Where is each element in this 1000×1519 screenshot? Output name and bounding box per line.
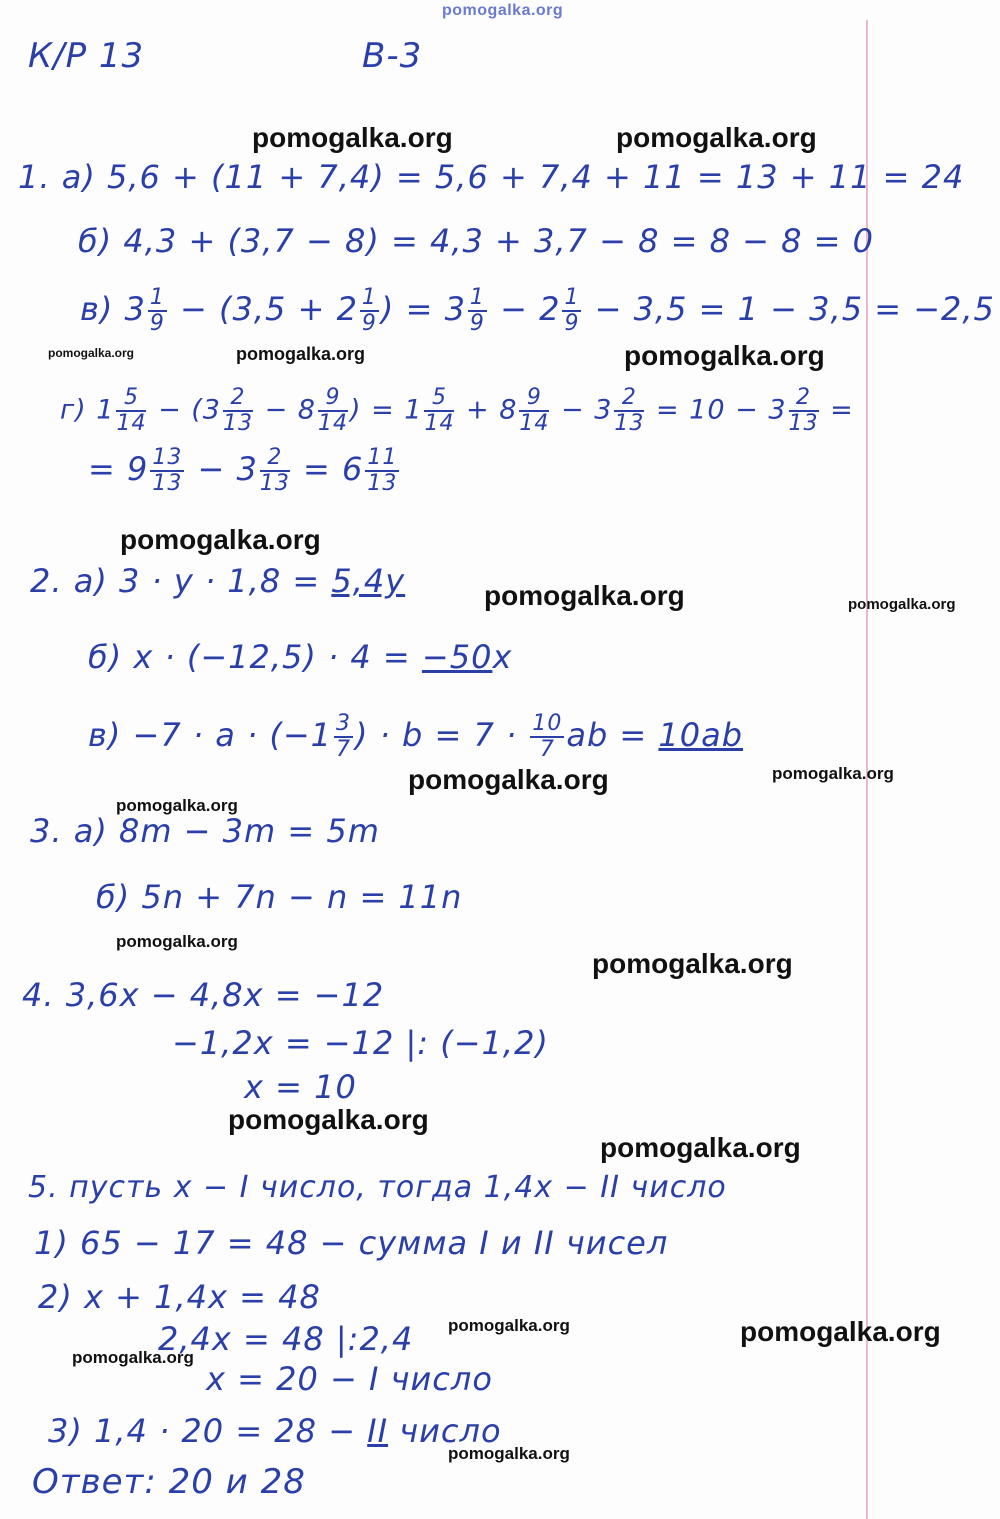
watermark: pomogalka.org: [252, 122, 453, 153]
denominator: 7: [539, 737, 555, 762]
numerator: 3: [335, 711, 351, 736]
denominator: 13: [614, 411, 645, 436]
denominator: 13: [788, 411, 819, 436]
answer: 5,4y: [331, 562, 406, 600]
task1-v: [80, 286, 995, 336]
text: ab =: [566, 716, 659, 754]
watermark: pomogalka.org: [448, 1444, 570, 1463]
numerator: 10: [532, 711, 563, 736]
numerator: 13: [152, 445, 183, 470]
fraction: [223, 386, 253, 436]
denominator: 14: [519, 411, 550, 436]
fraction: [614, 386, 644, 436]
numerator: 1: [469, 285, 485, 310]
watermark: pomogalka.org: [484, 580, 685, 611]
task2-b: [88, 638, 512, 676]
watermark: pomogalka.org: [740, 1316, 941, 1347]
watermark: pomogalka.org: [624, 340, 825, 371]
watermark: pomogalka.org: [616, 122, 817, 153]
denominator: 9: [469, 311, 485, 336]
denominator: 13: [259, 471, 290, 496]
text: ) = 1: [349, 394, 423, 426]
fraction: [318, 386, 348, 436]
task5-line3: 2) x + 1,4x = 48: [38, 1278, 321, 1316]
watermark: pomogalka.org: [592, 948, 793, 979]
answer: −50: [421, 638, 493, 676]
task4-line3: x = 10: [244, 1068, 357, 1106]
numerator: 2: [260, 446, 290, 472]
text: число: [388, 1412, 502, 1450]
fraction: [562, 286, 581, 336]
denominator: 13: [152, 471, 183, 496]
denominator: 13: [222, 411, 253, 436]
text: = 10 − 3: [646, 394, 787, 426]
watermark: pomogalka.org: [116, 796, 238, 815]
text: − (3,5 + 2: [168, 290, 358, 328]
denominator: 14: [424, 411, 455, 436]
task4-line2: −1,2x = −12 |: (−1,2): [172, 1024, 549, 1062]
text: =: [820, 394, 854, 426]
watermark: pomogalka.org: [116, 932, 238, 951]
text: − 3: [551, 394, 613, 426]
task3-a: 3. а) 8m − 3m = 5m: [30, 812, 380, 850]
task5-line6: [48, 1412, 502, 1450]
task4-line1: 4. 3,6x − 4,8x = −12: [22, 976, 385, 1014]
watermark: pomogalka.org: [408, 764, 609, 795]
task5-line5: x = 20 − I число: [206, 1360, 493, 1398]
watermark: pomogalka.org: [120, 524, 321, 555]
text: 3) 1,4 · 20 = 28 −: [48, 1412, 368, 1450]
text: − (3: [148, 394, 221, 426]
text: б) x · (−12,5) · 4 =: [88, 638, 422, 676]
answer: 10ab: [658, 716, 744, 754]
text: − 8: [254, 394, 316, 426]
text: ) · b = 7 ·: [354, 716, 529, 754]
fraction: [519, 386, 549, 436]
watermark: pomogalka.org: [48, 346, 135, 360]
denominator: 9: [149, 311, 165, 336]
text: x: [492, 638, 513, 676]
task1-g-continued: [88, 446, 401, 496]
text: + 8: [456, 394, 518, 426]
fraction: [334, 712, 353, 762]
task1-g: [60, 386, 854, 436]
denominator: 14: [116, 411, 147, 436]
numerator: 2: [614, 386, 644, 412]
text: − 3,5 = 1 − 3,5 = −2,5: [583, 290, 995, 328]
task5-line2: 1) 65 − 17 = 48 − сумма I и II чисел: [34, 1224, 669, 1262]
denominator: 9: [361, 311, 377, 336]
text: ) = 3: [380, 290, 466, 328]
fraction: [468, 286, 487, 336]
text: − 3: [186, 450, 258, 488]
fraction: [365, 446, 399, 496]
denominator: 13: [367, 471, 398, 496]
task5-line4: 2,4x = 48 |:2,4: [158, 1320, 414, 1358]
watermark: pomogalka.org: [448, 1316, 570, 1335]
fraction: [260, 446, 290, 496]
underlined-numeral: II: [367, 1412, 389, 1450]
text: г) 1: [60, 394, 115, 426]
fraction: [150, 446, 184, 496]
watermark: pomogalka.org: [236, 344, 366, 364]
numerator: 2: [789, 386, 819, 412]
text: = 6: [291, 450, 364, 488]
variant-label: В-3: [362, 36, 423, 76]
denominator: 14: [317, 411, 348, 436]
watermark: pomogalka.org: [72, 1348, 194, 1367]
task2-a: [30, 562, 405, 600]
task2-v: [88, 712, 743, 762]
watermark-top: pomogalka.org: [442, 2, 564, 19]
numerator: 1: [149, 285, 165, 310]
numerator: 9: [519, 386, 549, 412]
numerator: 11: [367, 445, 398, 470]
fraction: [360, 286, 379, 336]
text: в) −7 · a · (−1: [88, 716, 332, 754]
denominator: 7: [335, 737, 351, 762]
watermark: pomogalka.org: [772, 764, 894, 783]
text: в) 3: [80, 290, 146, 328]
task3-b: б) 5n + 7n − n = 11n: [96, 878, 463, 916]
numerator: 1: [361, 285, 377, 310]
fraction: [116, 386, 146, 436]
numerator: 2: [223, 386, 253, 412]
watermark: pomogalka.org: [228, 1104, 429, 1135]
text: − 2: [488, 290, 561, 328]
task1-b: б) 4,3 + (3,7 − 8) = 4,3 + 3,7 − 8 = 8 − 8 = 0: [78, 222, 874, 260]
text: 2. а) 3 · y · 1,8 =: [30, 562, 332, 600]
fraction: [148, 286, 167, 336]
watermark: pomogalka.org: [848, 596, 956, 613]
denominator: 9: [564, 311, 580, 336]
final-answer: Ответ: 20 и 28: [32, 1462, 306, 1502]
task5-line1: 5. пусть x − I число, тогда 1,4x − II число: [28, 1170, 727, 1205]
numerator: 5: [424, 386, 454, 412]
fraction: [424, 386, 454, 436]
numerator: 5: [116, 386, 146, 412]
work-title: К/Р 13: [28, 36, 145, 76]
task1-a: 1. а) 5,6 + (11 + 7,4) = 5,6 + 7,4 + 11 = 13 + 11 = 24: [18, 158, 965, 196]
numerator: 9: [318, 386, 348, 412]
fraction: [789, 386, 819, 436]
text: = 9: [88, 450, 149, 488]
numerator: 1: [564, 285, 580, 310]
fraction: [530, 712, 564, 762]
watermark: pomogalka.org: [600, 1132, 801, 1163]
